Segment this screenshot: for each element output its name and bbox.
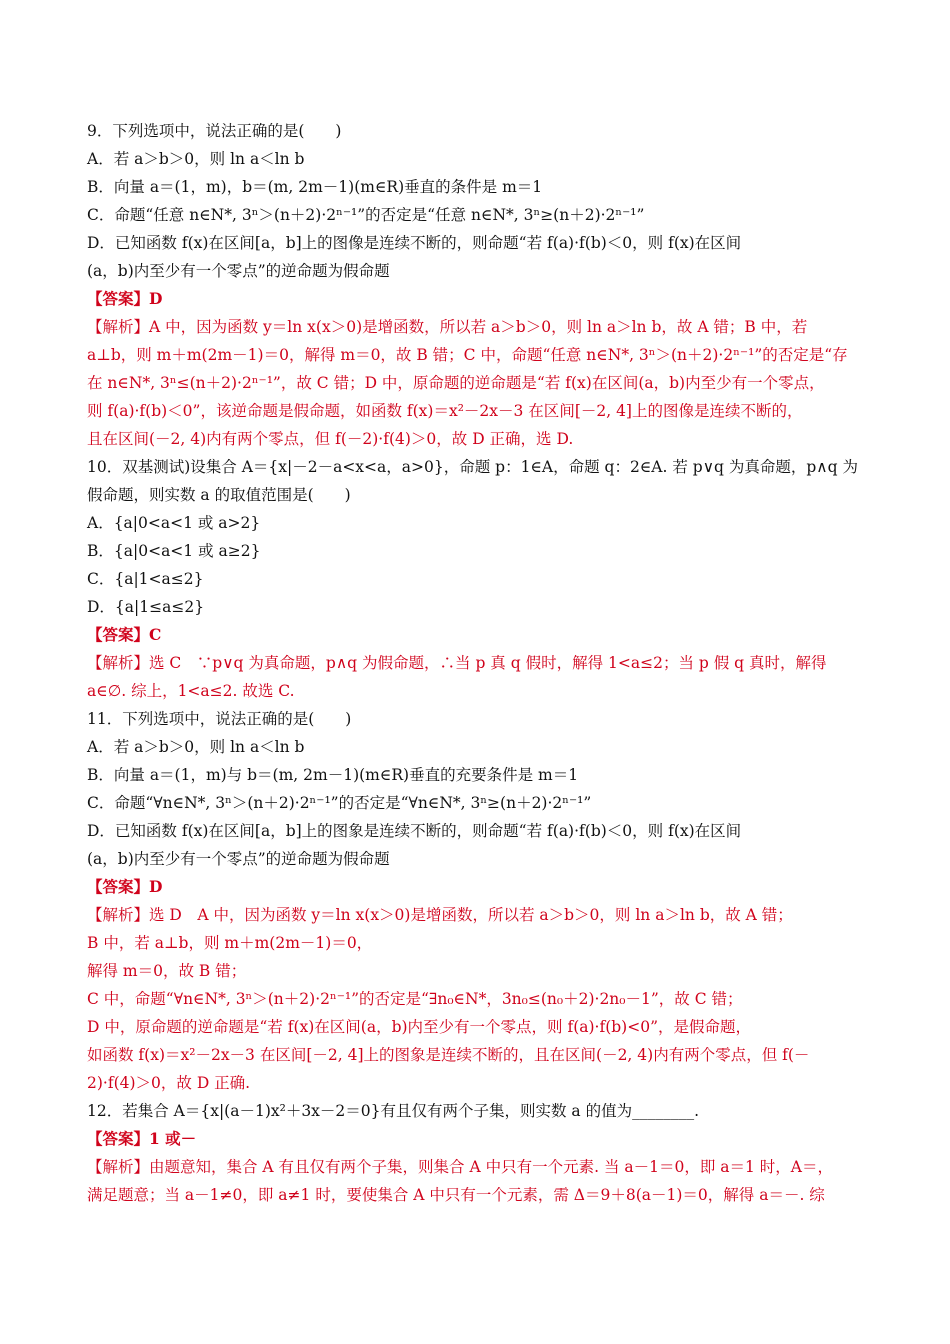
q10-option-b: B．{a|0<a<1 或 a≥2} — [87, 542, 261, 560]
q11-explanation-line: 解得 m＝0，故 B 错； — [87, 962, 247, 980]
q9-option-d-line1: D．已知函数 f(x)在区间[a，b]上的图像是连续不断的，则命题“若 f(a)·f(b)＜0，则 f(x)在区间 — [87, 234, 742, 252]
q11-option-b: B．向量 a＝(1，m)与 b＝(m, 2m－1)(m∈R)垂直的充要条件是 m＝1 — [87, 766, 579, 784]
q9-explanation-line: 在 n∈N*, 3ⁿ≤(n＋2)·2ⁿ⁻¹”，故 C 错；D 中，原命题的逆命题是“若 f(x)在区间(a，b)内至少有一个零点， — [87, 374, 825, 392]
q12-explanation-line: 满足题意；当 a－1≠0，即 a≠1 时，要使集合 A 中只有一个元素，需 Δ＝9＋8(a－1)＝0，解得 a＝－. 综 — [87, 1186, 825, 1204]
q9-explanation-line: 则 f(a)·f(b)＜0”，该逆命题是假命题，如函数 f(x)＝x²－2x－3 在区间[－2, 4]上的图像是连续不断的， — [87, 402, 803, 420]
q10-stem-line2: 假命题，则实数 a 的取值范围是( ) — [87, 486, 351, 504]
q11-stem: 11．下列选项中，说法正确的是( ) — [87, 710, 352, 728]
q9-option-c: C．命题“任意 n∈N*, 3ⁿ＞(n＋2)·2ⁿ⁻¹”的否定是“任意 n∈N*, 3ⁿ≥(n＋2)·2ⁿ⁻¹” — [87, 206, 645, 224]
q10-explanation-line: a∈∅. 综上，1<a≤2. 故选 C. — [87, 682, 295, 700]
q10-option-d: D．{a|1≤a≤2} — [87, 598, 205, 616]
q11-answer: 【答案】D — [87, 877, 163, 896]
q9-explanation-line: 且在区间(－2, 4)内有两个零点，但 f(－2)·f(4)＞0，故 D 正确，选 D. — [87, 430, 574, 448]
q11-option-d-line2: (a，b)内至少有一个零点”的逆命题为假命题 — [87, 850, 390, 868]
q9-option-d-line2: (a，b)内至少有一个零点”的逆命题为假命题 — [87, 262, 390, 280]
q9-option-a: A．若 a＞b＞0，则 ln a＜ln b — [87, 150, 305, 168]
q9-option-b: B．向量 a＝(1，m)，b＝(m, 2m－1)(m∈R)垂直的条件是 m＝1 — [87, 178, 543, 196]
q9-explanation-line: 【解析】A 中，因为函数 y＝ln x(x＞0)是增函数，所以若 a＞b＞0，则 ln a＞ln b，故 A 错；B 中，若 — [87, 318, 808, 336]
q11-explanation-line: C 中，命题“∀n∈N*, 3ⁿ＞(n＋2)·2ⁿ⁻¹”的否定是“∃n₀∈N*，3n₀≤(n₀＋2)·2n₀－1”，故 C 错； — [87, 990, 743, 1008]
q11-option-d-line1: D．已知函数 f(x)在区间[a，b]上的图象是连续不断的，则命题“若 f(a)·f(b)＜0，则 f(x)在区间 — [87, 822, 742, 840]
q11-explanation-line: B 中，若 a⊥b，则 m＋m(2m－1)＝0， — [87, 934, 373, 952]
q11-option-a: A．若 a＞b＞0，则 ln a＜ln b — [87, 738, 305, 756]
q11-explanation-line: D 中，原命题的逆命题是“若 f(x)在区间(a，b)内至少有一个零点，则 f(a)·f(b)<0”，是假命题， — [87, 1018, 751, 1036]
q10-answer: 【答案】C — [87, 625, 162, 644]
q12-explanation-line: 【解析】由题意知，集合 A 有且仅有两个子集，则集合 A 中只有一个元素. 当 a－1＝0，即 a＝1 时，A＝， — [87, 1158, 833, 1176]
q11-option-c: C．命题“∀n∈N*, 3ⁿ＞(n＋2)·2ⁿ⁻¹”的否定是“∀n∈N*, 3ⁿ≥(n＋2)·2ⁿ⁻¹” — [87, 794, 592, 812]
q9-explanation-line: a⊥b，则 m＋m(2m－1)＝0，解得 m＝0，故 B 错；C 中，命题“任意 n∈N*, 3ⁿ＞(n＋2)·2ⁿ⁻¹”的否定是“存 — [87, 346, 848, 364]
q9-stem: 9．下列选项中，说法正确的是( ) — [87, 122, 342, 140]
q10-explanation-line: 【解析】选 C ∵p∨q 为真命题，p∧q 为假命题，∴当 p 真 q 假时，解得 1<a≤2；当 p 假 q 真时，解得 — [87, 654, 827, 672]
q10-option-a: A．{a|0<a<1 或 a>2} — [87, 514, 261, 532]
q10-stem-line1: 10．双基测试)设集合 A＝{x|－2－a<x<a，a>0}，命题 p：1∈A，命题 q：2∈A. 若 p∨q 为真命题，p∧q 为 — [87, 458, 858, 476]
q10-option-c: C．{a|1<a≤2} — [87, 570, 204, 588]
q11-explanation-line: 2)·f(4)＞0，故 D 正确. — [87, 1074, 251, 1092]
q9-answer: 【答案】D — [87, 289, 163, 308]
q11-explanation-line: 如函数 f(x)＝x²－2x－3 在区间[－2, 4]上的图象是连续不断的，且在区间(－2, 4)内有两个零点，但 f(－ — [87, 1046, 810, 1064]
q12-answer: 【答案】1 或－ — [87, 1129, 197, 1148]
q11-explanation-line: 【解析】选 D A 中，因为函数 y＝ln x(x＞0)是增函数，所以若 a＞b＞0，则 ln a＞ln b，故 A 错； — [87, 906, 793, 924]
q12-stem: 12．若集合 A＝{x|(a－1)x²＋3x－2＝0}有且仅有两个子集，则实数 a 的值为________. — [87, 1102, 700, 1120]
